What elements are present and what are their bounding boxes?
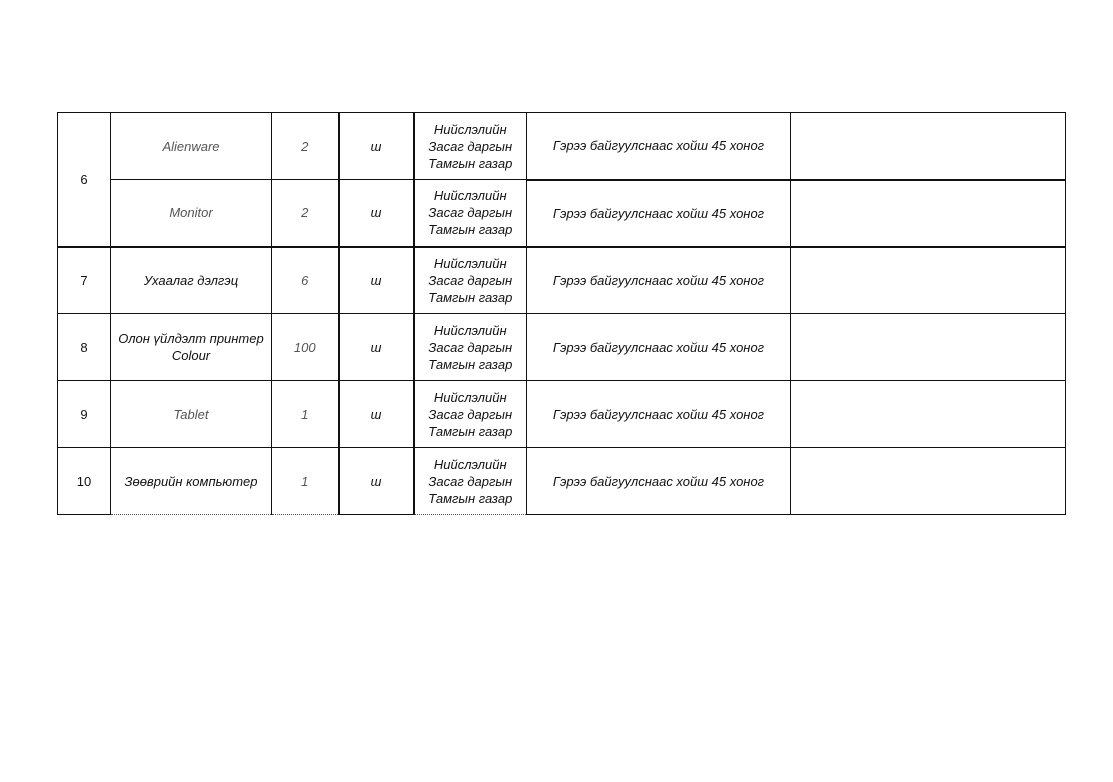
location-line: Нийслэлийн bbox=[433, 255, 507, 271]
item-name-cell: Олон үйлдэлт принтер Colour bbox=[111, 314, 272, 381]
location-line: Засаг даргын bbox=[428, 138, 513, 154]
location-line: Засаг даргын bbox=[428, 272, 513, 288]
unit-cell: ш bbox=[339, 381, 414, 448]
table-row bbox=[58, 448, 1066, 515]
row-number-cell: 10 bbox=[58, 448, 111, 515]
item-name-cell: Tablet bbox=[111, 381, 272, 448]
delivery-location-cell bbox=[414, 180, 527, 247]
notes-cell bbox=[791, 381, 1066, 448]
row-number-cell: 6 bbox=[58, 113, 111, 247]
location-line: Тамгын газар bbox=[428, 222, 513, 238]
location-line: Засаг даргын bbox=[428, 406, 513, 422]
location-line: Нийслэлийн bbox=[433, 456, 507, 472]
notes-cell bbox=[791, 113, 1066, 180]
item-name-cell: Ухаалаг дэлгэц bbox=[111, 247, 272, 314]
unit-cell: ш bbox=[339, 180, 414, 247]
table-row bbox=[58, 113, 1066, 180]
quantity-cell: 2 bbox=[272, 113, 339, 180]
notes-cell bbox=[791, 180, 1066, 247]
delivery-location-cell bbox=[414, 314, 527, 381]
location-line: Засаг даргын bbox=[428, 205, 513, 221]
location-line: Тамгын газар bbox=[428, 423, 513, 439]
notes-cell bbox=[791, 448, 1066, 515]
quantity-cell: 1 bbox=[272, 448, 339, 515]
quantity-cell: 1 bbox=[272, 381, 339, 448]
delivery-term-cell: Гэрээ байгуулснаас хойш 45 хоног bbox=[527, 381, 791, 448]
row-number-cell: 9 bbox=[58, 381, 111, 448]
location-line: Тамгын газар bbox=[428, 155, 513, 171]
location-line: Нийслэлийн bbox=[433, 389, 507, 405]
unit-cell: ш bbox=[339, 314, 414, 381]
unit-cell: ш bbox=[339, 448, 414, 515]
row-number-cell: 7 bbox=[58, 247, 111, 314]
row-number-cell: 8 bbox=[58, 314, 111, 381]
location-line: Нийслэлийн bbox=[433, 322, 507, 338]
table-row bbox=[58, 314, 1066, 381]
delivery-location-cell bbox=[414, 113, 527, 180]
quantity-cell: 6 bbox=[272, 247, 339, 314]
unit-cell: ш bbox=[339, 247, 414, 314]
table-row bbox=[58, 381, 1066, 448]
quantity-cell: 2 bbox=[272, 180, 339, 247]
delivery-location-cell bbox=[414, 448, 527, 515]
item-name-cell: Monitor bbox=[111, 180, 272, 247]
location-line: Нийслэлийн bbox=[433, 188, 507, 204]
unit-cell: ш bbox=[339, 113, 414, 180]
procurement-table bbox=[57, 112, 1066, 515]
delivery-term-cell: Гэрээ байгуулснаас хойш 45 хоног bbox=[527, 314, 791, 381]
delivery-term-cell: Гэрээ байгуулснаас хойш 45 хоног bbox=[527, 180, 791, 247]
table-row bbox=[58, 247, 1066, 314]
delivery-term-cell: Гэрээ байгуулснаас хойш 45 хоног bbox=[527, 113, 791, 180]
notes-cell bbox=[791, 247, 1066, 314]
notes-cell bbox=[791, 314, 1066, 381]
item-name-cell: Alienware bbox=[111, 113, 272, 180]
location-line: Тамгын газар bbox=[428, 356, 513, 372]
item-name-cell: Зөөврийн компьютер bbox=[111, 448, 272, 515]
location-line: Тамгын газар bbox=[428, 289, 513, 305]
delivery-location-cell bbox=[414, 381, 527, 448]
quantity-cell: 100 bbox=[272, 314, 339, 381]
location-line: Тамгын газар bbox=[428, 490, 513, 506]
location-line: Засаг даргын bbox=[428, 339, 513, 355]
table-row bbox=[58, 180, 1066, 247]
location-line: Засаг даргын bbox=[428, 473, 513, 489]
delivery-term-cell: Гэрээ байгуулснаас хойш 45 хоног bbox=[527, 247, 791, 314]
location-line: Нийслэлийн bbox=[433, 121, 507, 137]
delivery-term-cell: Гэрээ байгуулснаас хойш 45 хоног bbox=[527, 448, 791, 515]
delivery-location-cell bbox=[414, 247, 527, 314]
